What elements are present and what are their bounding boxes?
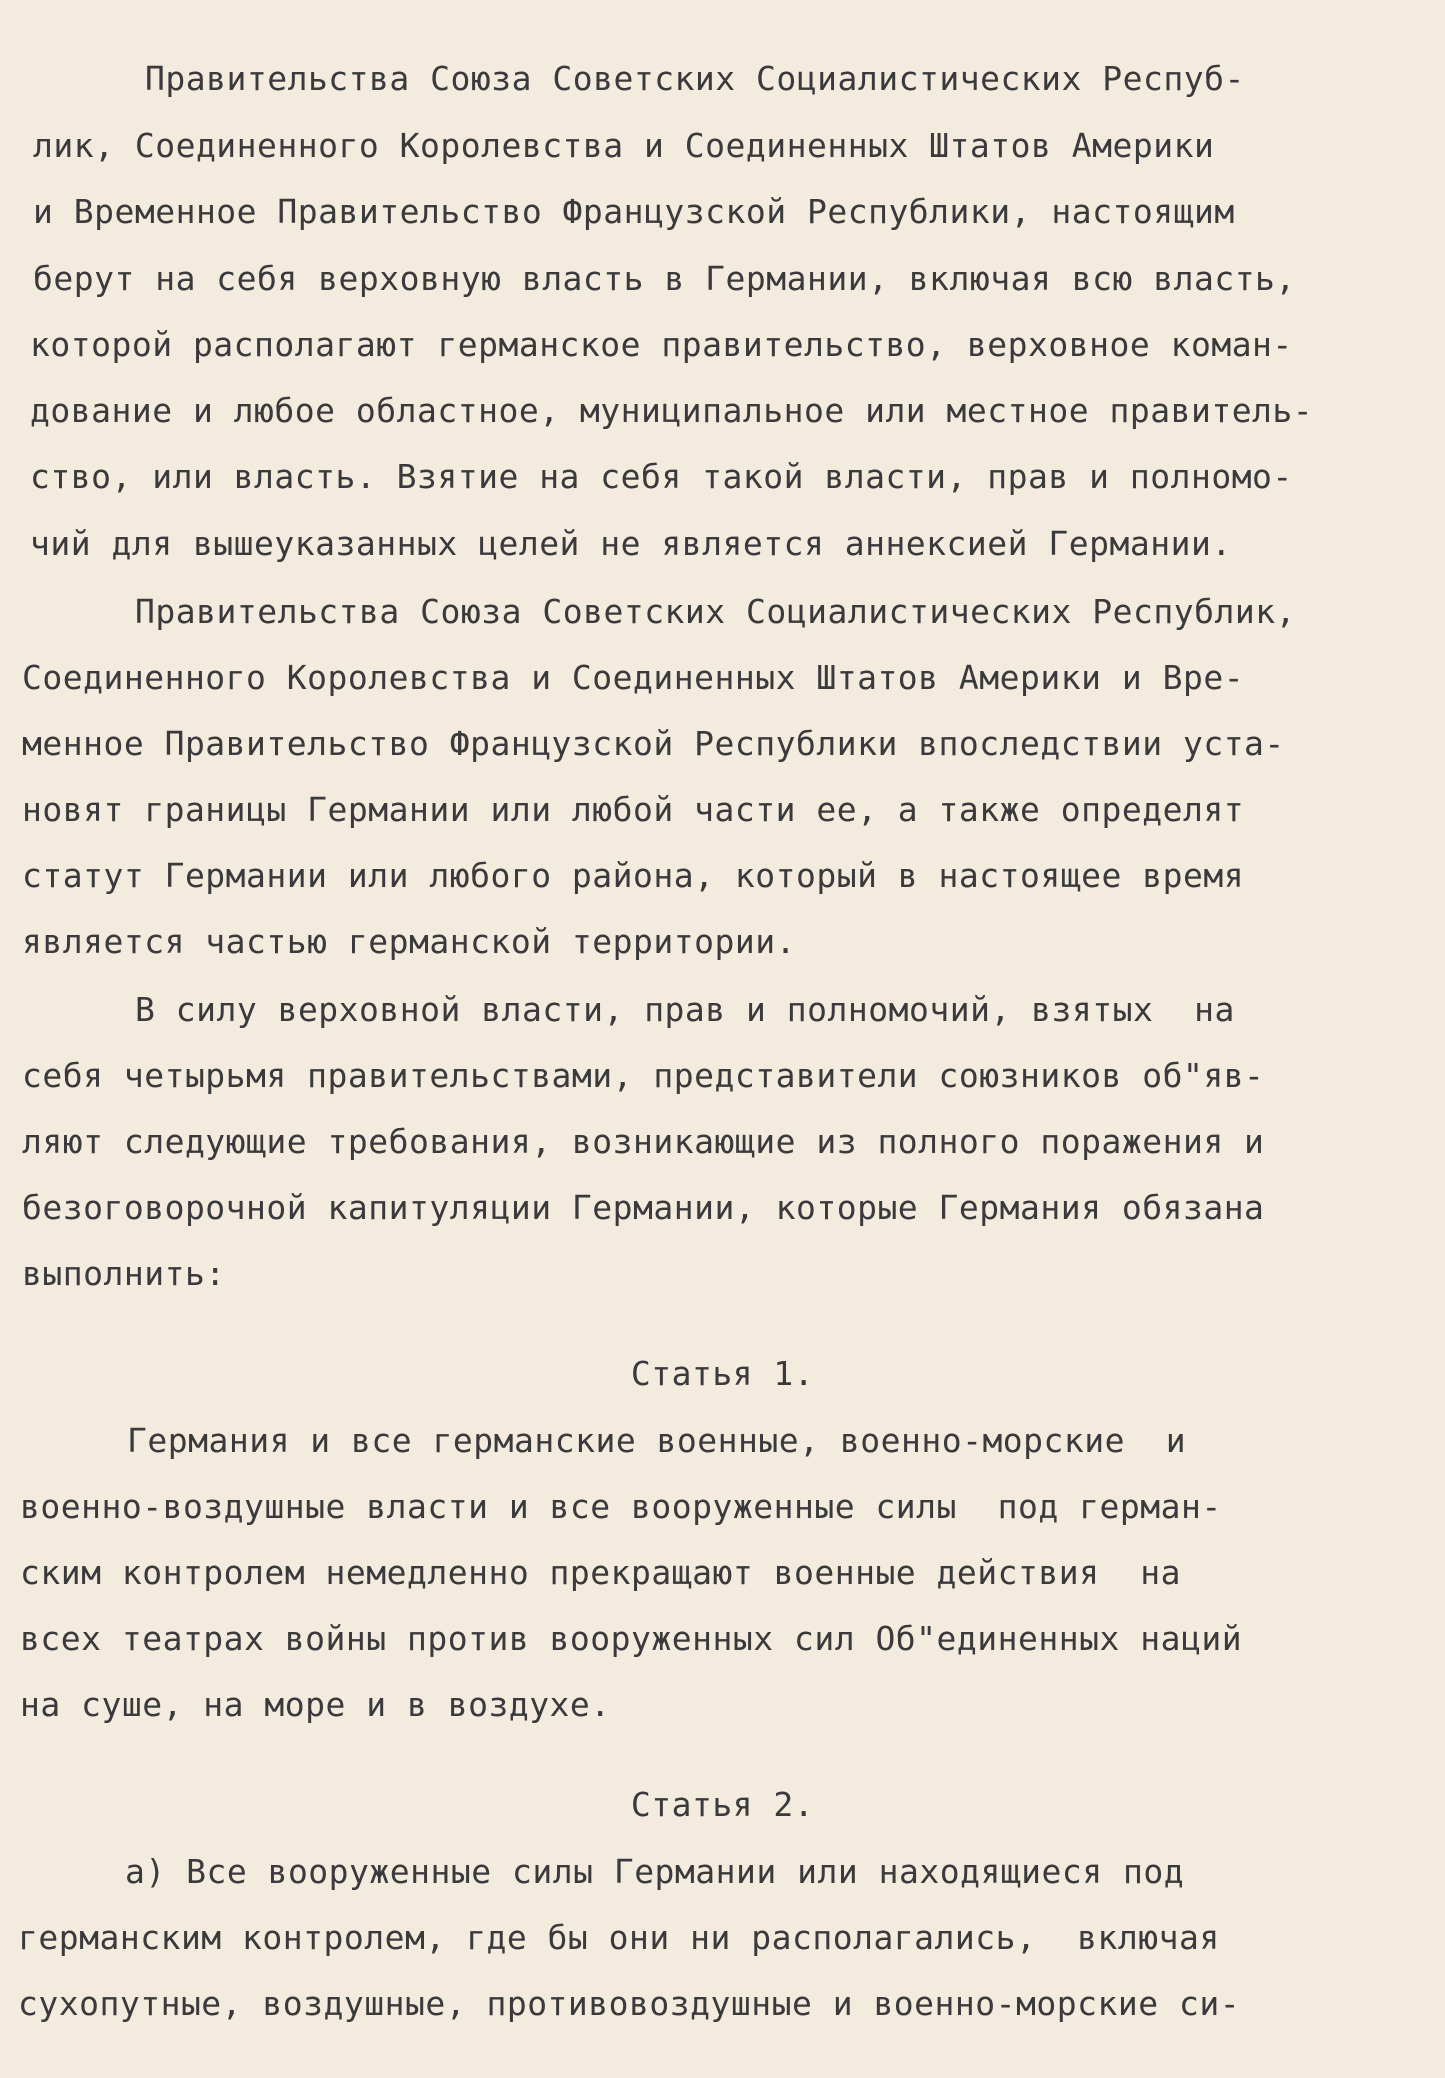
text-line: и Временное Правительство Французской Республики, настоящим xyxy=(33,192,1235,231)
text-line: является частью германской территории. xyxy=(22,922,796,961)
article-heading: Статья 1. xyxy=(630,1354,815,1393)
text-line: сухопутные, воздушные, противовоздушные и военно-морские си- xyxy=(18,1984,1241,2023)
text-line: всех театрах войны против вооруженных сил Об"единенных наций xyxy=(20,1619,1243,1658)
text-line: дование и любое областное, муниципальное или местное правитель- xyxy=(30,391,1314,430)
text-line: ляют следующие требования, возникающие из полного поражения и xyxy=(22,1122,1265,1161)
text-line: берут на себя верховную власть в Германии, включая всю власть, xyxy=(33,259,1296,298)
text-line: себя четырьмя правительствами, представители союзников об"яв- xyxy=(22,1056,1265,1095)
text-line: ство, или власть. Взятие на себя такой власти, прав и полномо- xyxy=(30,457,1293,496)
article-heading: Статья 2. xyxy=(630,1785,815,1824)
text-line: чий для вышеуказанных целей не является аннексией Германии. xyxy=(30,524,1232,563)
text-line: статут Германии или любого района, который в настоящее время xyxy=(22,856,1245,895)
text-line: Правительства Союза Советских Социалистических Республик, xyxy=(135,592,1296,631)
text-line: новят границы Германии или любой части ее, а также определят xyxy=(22,790,1245,829)
text-line: на суше, на море и в воздухе. xyxy=(20,1685,611,1724)
text-line: а) Все вооруженные силы Германии или находящиеся под xyxy=(125,1852,1185,1891)
text-line: военно-воздушные власти и все вооруженные силы под герман- xyxy=(20,1487,1222,1526)
text-line: лик, Соединенного Королевства и Соединенных Штатов Америки xyxy=(33,126,1215,165)
text-line: ским контролем немедленно прекращают военные действия на xyxy=(20,1553,1181,1592)
text-line: Соединенного Королевства и Соединенных Штатов Америки и Вре- xyxy=(22,658,1245,697)
text-line: выполнить: xyxy=(22,1254,226,1293)
text-line: В силу верховной власти, прав и полномочий, взятых на xyxy=(135,990,1235,1029)
text-line: Германия и все германские военные, военно-морские и xyxy=(127,1421,1187,1460)
text-line: которой располагают германское правительство, верховное коман- xyxy=(30,325,1293,364)
text-line: безоговорочной капитуляции Германии, которые Германия обязана xyxy=(22,1188,1265,1227)
text-line: Правительства Союза Советских Социалистических Респуб- xyxy=(145,59,1245,98)
text-line: германским контролем, где бы они ни располагались, включая xyxy=(18,1918,1220,1957)
text-line: менное Правительство Французской Республики впоследствии уста- xyxy=(22,724,1285,763)
